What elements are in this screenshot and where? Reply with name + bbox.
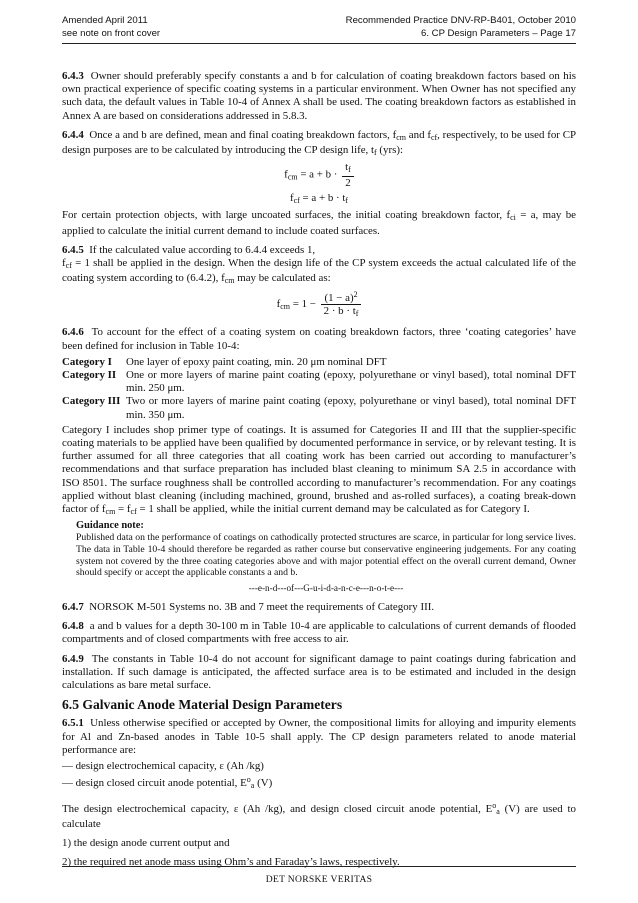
section-number: 6.4.5 (62, 243, 84, 256)
eq-lhs: f (276, 298, 281, 311)
para-text: = a, may be applied to calculate the initial current demand to include coated surfaces. (62, 209, 576, 237)
subscript: cf (65, 261, 72, 271)
section-heading-6-5: 6.5 Galvanic Anode Material Design Parameters (62, 697, 343, 713)
category-list (62, 356, 576, 422)
para-text: = 1 shall be applied in the design. When the design life of the CP system exceeds the actual calculated life of the coating system according to (6.4.2), f (62, 257, 576, 285)
para-6-4-3 (62, 70, 576, 123)
superscript: o (246, 775, 251, 785)
eq-lhs: f (284, 168, 288, 181)
para-category-notes (62, 424, 576, 518)
category-row (62, 356, 576, 369)
subscript: f (355, 309, 359, 319)
header-right (346, 14, 576, 40)
para-text: — design closed circuit anode potential, E (62, 777, 247, 790)
guidance-text: Published data on the performance of coatings on cathodically protected structures are scarce, in particular for long service lives. The data in Table 10-4 should therefore be regarded as rather course but conservative engineering judgements. For any coating system not covered by the three coating categories above and with major potential effect on the overall current demand, Owner should specify or accept the applicable constants a and b. (76, 532, 576, 579)
equation-fcm (62, 161, 576, 189)
subscript: f (345, 196, 349, 206)
para-6-4-4 (62, 129, 576, 159)
subscript: ci (510, 213, 516, 223)
eq-denominator: 2 · b · t (323, 305, 356, 318)
subscript: f (348, 165, 351, 175)
footer-publisher: DET NORSKE VERITAS (265, 874, 373, 885)
para-text: Owner should preferably specify constants a and b for calculation of coating breakdown factors based on his own practical experience of specific coating systems in a particular environment. When Owner has not specified any such data, the default values in Table 10-4 of Annex A shall be used. The coating breakdown factors as established in Annex A are based on considerations addressed in 5.8.3. (62, 70, 576, 122)
document-body (62, 70, 576, 869)
guidance-end: ---e-n-d---of---G-u-i-d-a-n-c-e---n-o-t-e--- (248, 583, 404, 594)
para-6-4-7 (62, 601, 576, 614)
subscript: a (496, 806, 500, 816)
guidance-note (76, 520, 576, 595)
category-label: Category III (62, 395, 121, 408)
para-text: The design electrochemical capacity, ε (Ah /kg), and design closed circuit anode potential, E (62, 802, 493, 815)
para-text: = f (115, 503, 131, 516)
header-note: see note on front cover (62, 28, 161, 39)
section-number: 6.5.1 (62, 717, 84, 730)
para-text: The constants in Table 10-4 do not account for significant damage to paint coatings during fabrication and installation. If such damage is anticipated, the affected surface area is to be estimated and included in the design calculations as bare metal surface. (62, 652, 576, 692)
fraction (321, 289, 362, 320)
section-number: 6.4.7 (62, 601, 84, 614)
section-number: 6.4.3 (62, 70, 84, 82)
category-text: Two or more layers of marine paint coating (epoxy, polyurethane or vinyl based), total nominal DFT min. 350 μm. (126, 395, 576, 421)
para-text: To account for the effect of a coating system on coating breakdown factors, three ‘coating categories’ have been defined for inclusion in Table 10-4: (62, 326, 576, 352)
section-number: 6.4.8 (62, 620, 84, 633)
para-6-4-4-note (62, 209, 576, 237)
para-6-4-6 (62, 326, 576, 352)
para-6-4-5 (62, 244, 576, 288)
eq-lhs: f (289, 192, 294, 205)
eq-mid: = a + b · (297, 168, 341, 181)
para-6-5-1-usage (62, 799, 576, 831)
para-text: If the calculated value according to 6.4.4 exceeds 1, (89, 243, 316, 256)
bullet-item (62, 773, 576, 792)
superscript: 2 (353, 290, 358, 300)
para-text: f (62, 257, 66, 270)
para-text: a and b values for a depth 30-100 m in Table 10-4 are applicable to calculations of current demands of flooded compartments and of closed compartments with free access to air. (62, 620, 576, 646)
para-text: Category I includes shop primer type of coatings. It is assumed for Categories II and III that the supplier-specific coating materials to be applied have been qualified by documented performance in service, or by relevant testing. It is further assumed for all three categories that all coating work has been carried out according to manufacturer’s recommendations and that surface preparation has included blast cleaning to minimum SA 2.5 in accordance with ISO 8501. The surface roughness shall be controlled according to manufacturer’s recommendation. For any coatings applied without blast cleaning (including machined, ground, brushed and as-rolled surfaces), a coating break-down factor of f (62, 423, 576, 516)
subscript: cm (287, 172, 298, 182)
subscript: a (250, 781, 255, 791)
subscript: cf (430, 132, 438, 142)
para-6-5-1 (62, 717, 576, 757)
subscript: cf (130, 507, 137, 517)
header-left (62, 14, 160, 40)
para-text: , respectively, to be used for CP design purposes are to be calculated by introducing the CP design life, t (62, 128, 577, 157)
category-row (62, 369, 576, 395)
category-text: One or more layers of marine paint coating (epoxy, polyurethane or vinyl based), total nominal DFT min. 250 μm. (126, 369, 576, 395)
category-text: One layer of epoxy paint coating, min. 20 μm nominal DFT (126, 355, 387, 368)
category-row (62, 395, 576, 421)
para-text: NORSOK M-501 Systems no. 3B and 7 meet the requirements of Category III. (89, 601, 435, 614)
header-amended: Amended April 2011 (62, 15, 148, 26)
para-text: Unless otherwise specified or accepted by Owner, the compositional limits for alloying and impurity elements for Al and Zn-based anodes in Table 10-5 shall apply. The CP design parameters related to anode material performance are: (62, 717, 576, 756)
guidance-title: Guidance note: (76, 520, 144, 532)
header-title: Recommended Practice DNV-RP-B401, October 2010 (345, 15, 576, 26)
para-text: and f (406, 128, 431, 141)
numbered-item: 2) the required net anode mass using Ohm’s and Faraday’s laws, respectively. (62, 856, 400, 869)
para-text: Once a and b are defined, mean and final coating breakdown factors, f (89, 128, 397, 141)
para-6-4-9 (62, 653, 576, 693)
category-label: Category II (62, 369, 117, 382)
numbered-item: 1) the design anode current output and (62, 836, 230, 849)
superscript: o (492, 800, 497, 810)
section-number: 6.4.9 (62, 652, 84, 665)
footer-rule (62, 866, 576, 867)
eq-denominator: 2 (345, 177, 351, 190)
eq-numerator: (1 − a) (324, 292, 354, 305)
subscript: cm (396, 132, 407, 142)
category-label: Category I (62, 355, 112, 368)
eq-numerator: t (345, 161, 349, 174)
eq-rhs: = a + b · t (299, 192, 346, 205)
section-number: 6.4.4 (62, 128, 84, 141)
subscript: cm (280, 302, 291, 312)
header-section: 6. CP Design Parameters – Page 17 (420, 28, 576, 39)
bullet-item: — design electrochemical capacity, ε (Ah /kg) (62, 760, 264, 773)
para-text: (yrs): (376, 144, 404, 157)
subscript: cf (293, 196, 300, 206)
subscript: cm (224, 276, 235, 286)
equation-fcm-extended (62, 289, 576, 320)
eq-mid: = 1 − (290, 298, 319, 311)
header-rule (62, 43, 576, 44)
para-6-4-8 (62, 620, 576, 646)
section-number: 6.4.6 (62, 326, 84, 339)
fraction (342, 161, 354, 189)
para-text: For certain protection objects, with large uncoated surfaces, the initial coating breakdown factor, f (62, 209, 511, 222)
para-text: may be calculated as: (234, 272, 331, 285)
para-text: (V) (254, 777, 273, 790)
subscript: cm (105, 507, 116, 517)
para-text: (V) are used to calculate (62, 802, 576, 830)
para-text: = 1 shall be applied, while the initial current demand may be calculated as for Category I. (136, 503, 530, 516)
equation-fcf (62, 192, 576, 207)
subscript: f (374, 148, 377, 158)
